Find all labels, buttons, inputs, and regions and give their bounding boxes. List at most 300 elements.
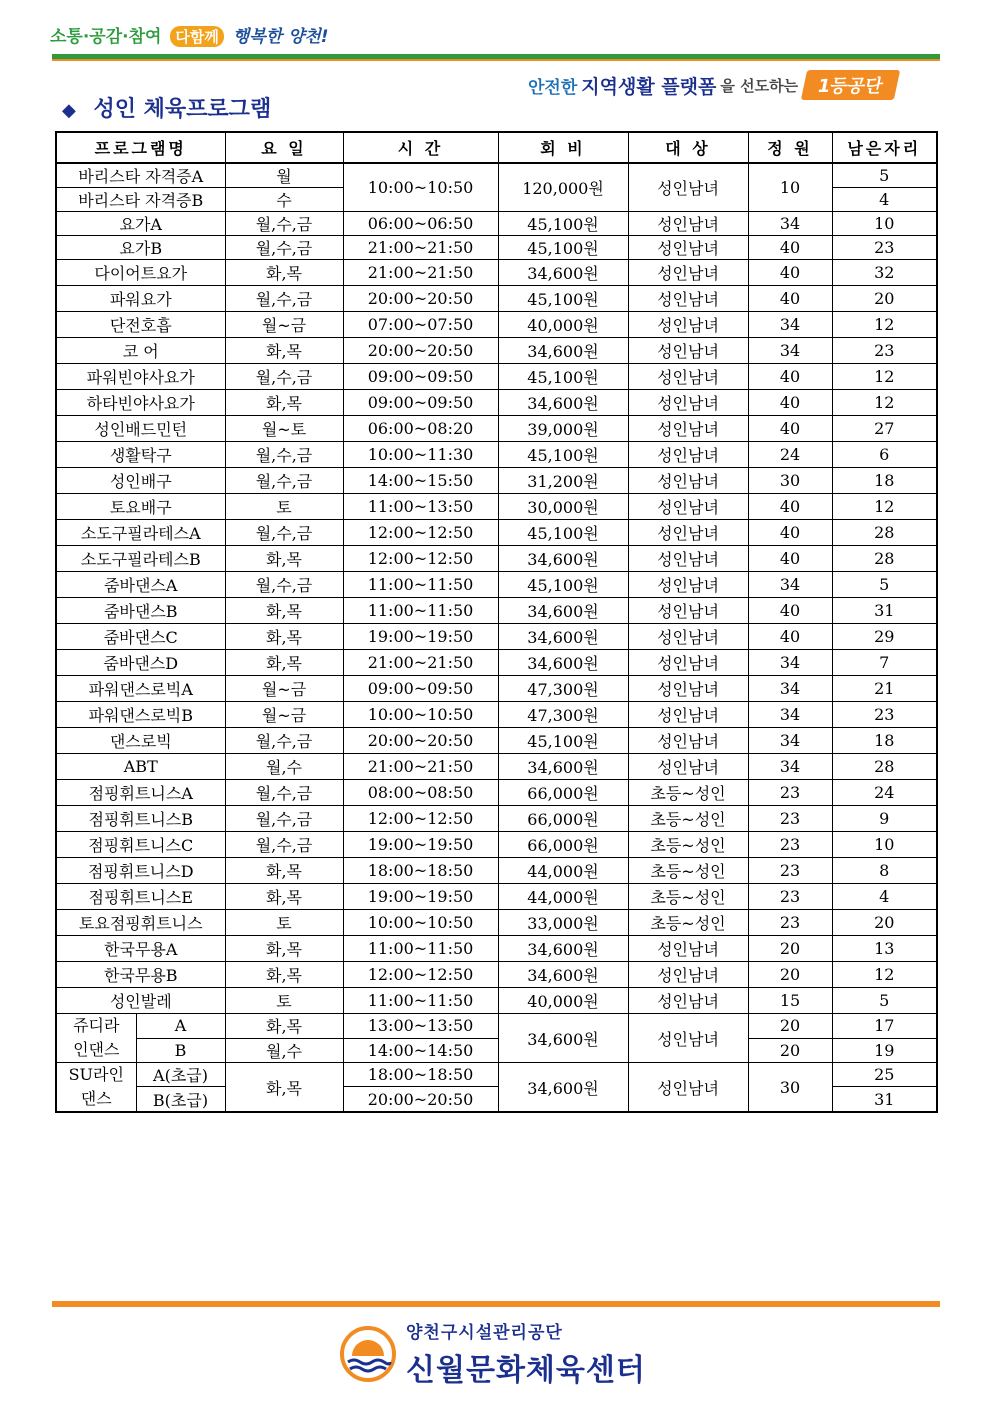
program-remaining: 23 [832, 338, 937, 364]
program-capacity: 34 [748, 572, 832, 598]
program-fee: 45,100원 [498, 236, 628, 260]
top-divider-accent [52, 59, 940, 61]
program-capacity: 20 [748, 1014, 832, 1039]
program-name-line1: 쥬디라 [73, 1016, 120, 1035]
program-time: 21:00~21:50 [343, 650, 498, 676]
program-capacity: 40 [748, 416, 832, 442]
table-row [56, 1063, 937, 1087]
program-fee: 40,000원 [498, 312, 628, 338]
program-name: 파워댄스로빅A [56, 676, 225, 702]
program-name: 점핑휘트니스A [56, 780, 225, 806]
program-fee: 45,100원 [498, 364, 628, 390]
program-remaining: 23 [832, 236, 937, 260]
tagline-part1: 안전한 [528, 77, 578, 98]
program-remaining: 5 [832, 988, 937, 1014]
table-row [56, 936, 937, 962]
program-name: 성인배드민턴 [56, 416, 225, 442]
program-remaining: 28 [832, 520, 937, 546]
program-name: 토요배구 [56, 494, 225, 520]
program-time: 12:00~12:50 [343, 806, 498, 832]
program-fee: 66,000원 [498, 832, 628, 858]
program-remaining: 20 [832, 286, 937, 312]
program-name: 하타빈야사요가 [56, 390, 225, 416]
program-day: 토 [225, 494, 343, 520]
program-fee: 33,000원 [498, 910, 628, 936]
program-fee: 34,600원 [498, 962, 628, 988]
program-day: 월,수,금 [225, 520, 343, 546]
program-day: 화,목 [225, 624, 343, 650]
program-fee: 66,000원 [498, 806, 628, 832]
program-time: 12:00~12:50 [343, 520, 498, 546]
program-target: 초등~성인 [628, 832, 748, 858]
header-time: 시 간 [343, 132, 498, 163]
program-day: 월,수,금 [225, 236, 343, 260]
program-capacity: 40 [748, 260, 832, 286]
program-capacity: 40 [748, 236, 832, 260]
program-target: 성인남녀 [628, 546, 748, 572]
program-time: 11:00~11:50 [343, 598, 498, 624]
program-day: 화,목 [225, 936, 343, 962]
table-row [56, 416, 937, 442]
program-remaining: 12 [832, 312, 937, 338]
program-subclass: A [136, 1014, 225, 1039]
program-fee: 47,300원 [498, 702, 628, 728]
program-capacity: 30 [748, 1063, 832, 1113]
program-remaining: 4 [832, 188, 937, 212]
program-day: 화,목 [225, 260, 343, 286]
table-row [56, 312, 937, 338]
header-capacity: 정 원 [748, 132, 832, 163]
program-remaining: 12 [832, 364, 937, 390]
program-time: 06:00~06:50 [343, 212, 498, 236]
program-remaining: 8 [832, 858, 937, 884]
program-time: 20:00~20:50 [343, 728, 498, 754]
program-target: 초등~성인 [628, 884, 748, 910]
program-target: 성인남녀 [628, 312, 748, 338]
table-row [56, 338, 937, 364]
program-capacity: 40 [748, 624, 832, 650]
program-time: 09:00~09:50 [343, 390, 498, 416]
program-capacity: 23 [748, 780, 832, 806]
program-capacity: 34 [748, 338, 832, 364]
program-name: 점핑휘트니스D [56, 858, 225, 884]
program-time: 10:00~11:30 [343, 442, 498, 468]
program-capacity: 34 [748, 212, 832, 236]
program-target: 성인남녀 [628, 572, 748, 598]
program-name: 점핑휘트니스C [56, 832, 225, 858]
program-fee: 34,600원 [498, 936, 628, 962]
program-name: 토요점핑휘트니스 [56, 910, 225, 936]
program-subclass: A(초급) [136, 1063, 225, 1087]
program-target: 성인남녀 [628, 338, 748, 364]
program-name: 한국무용B [56, 962, 225, 988]
program-day: 월,수,금 [225, 286, 343, 312]
program-name-line1: SU라인 [68, 1065, 124, 1084]
table-row [56, 236, 937, 260]
program-fee: 39,000원 [498, 416, 628, 442]
program-target: 성인남녀 [628, 442, 748, 468]
program-target: 성인남녀 [628, 650, 748, 676]
program-remaining: 12 [832, 962, 937, 988]
bottom-divider [52, 1301, 940, 1307]
program-fee: 34,600원 [498, 1014, 628, 1063]
table-row [56, 650, 937, 676]
program-time: 21:00~21:50 [343, 754, 498, 780]
program-day: 월,수,금 [225, 572, 343, 598]
table-row [56, 754, 937, 780]
program-fee: 45,100원 [498, 520, 628, 546]
program-target: 성인남녀 [628, 598, 748, 624]
table-row [56, 858, 937, 884]
table-row [56, 910, 937, 936]
program-name: 줌바댄스C [56, 624, 225, 650]
program-target: 초등~성인 [628, 858, 748, 884]
table-row [56, 390, 937, 416]
program-remaining: 29 [832, 624, 937, 650]
program-time: 11:00~11:50 [343, 988, 498, 1014]
program-time: 21:00~21:50 [343, 236, 498, 260]
program-target: 성인남녀 [628, 624, 748, 650]
program-name: 요가B [56, 236, 225, 260]
program-time: 19:00~19:50 [343, 832, 498, 858]
program-day: 화,목 [225, 858, 343, 884]
program-day: 화,목 [225, 390, 343, 416]
program-day: 화,목 [225, 962, 343, 988]
footer-org-name: 양천구시설관리공단 [406, 1323, 563, 1343]
program-name: 파워댄스로빅B [56, 702, 225, 728]
program-capacity: 15 [748, 988, 832, 1014]
program-remaining: 7 [832, 650, 937, 676]
program-time: 14:00~14:50 [343, 1038, 498, 1063]
program-target: 성인남녀 [628, 1063, 748, 1113]
table-row [56, 676, 937, 702]
program-target: 성인남녀 [628, 416, 748, 442]
program-day: 월~토 [225, 416, 343, 442]
program-remaining: 10 [832, 212, 937, 236]
section-title-text: 성인 체육프로그램 [93, 97, 272, 122]
program-capacity: 40 [748, 546, 832, 572]
program-fee: 120,000원 [498, 163, 628, 212]
program-target: 성인남녀 [628, 286, 748, 312]
program-name: 파워빈야사요가 [56, 364, 225, 390]
program-fee: 34,600원 [498, 260, 628, 286]
program-subclass: B(초급) [136, 1087, 225, 1112]
program-target: 성인남녀 [628, 754, 748, 780]
table-row [56, 598, 937, 624]
program-fee: 47,300원 [498, 676, 628, 702]
program-remaining: 5 [832, 163, 937, 188]
diamond-bullet-icon: ◆ [62, 100, 76, 121]
program-name: 점핑휘트니스E [56, 884, 225, 910]
program-fee: 45,100원 [498, 212, 628, 236]
program-target: 성인남녀 [628, 936, 748, 962]
program-day: 월~금 [225, 676, 343, 702]
program-day: 월,수 [225, 754, 343, 780]
program-table [55, 131, 938, 1113]
program-target: 성인남녀 [628, 364, 748, 390]
program-day: 토 [225, 988, 343, 1014]
table-row [56, 728, 937, 754]
program-time: 20:00~20:50 [343, 286, 498, 312]
program-time: 14:00~15:50 [343, 468, 498, 494]
table-row [56, 884, 937, 910]
program-time: 09:00~09:50 [343, 676, 498, 702]
program-day: 화,목 [225, 884, 343, 910]
program-capacity: 34 [748, 754, 832, 780]
program-name: 요가A [56, 212, 225, 236]
program-remaining: 32 [832, 260, 937, 286]
header-target: 대 상 [628, 132, 748, 163]
program-capacity: 20 [748, 962, 832, 988]
program-day: 화,목 [225, 546, 343, 572]
program-time: 10:00~10:50 [343, 702, 498, 728]
program-remaining: 31 [832, 1087, 937, 1112]
program-day: 월,수,금 [225, 468, 343, 494]
program-target: 성인남녀 [628, 702, 748, 728]
program-target: 성인남녀 [628, 728, 748, 754]
program-day: 월,수,금 [225, 728, 343, 754]
program-day: 수 [225, 188, 343, 212]
program-name-judi [56, 1014, 136, 1063]
program-fee: 34,600원 [498, 338, 628, 364]
table-row [56, 468, 937, 494]
header-day: 요 일 [225, 132, 343, 163]
program-target: 성인남녀 [628, 962, 748, 988]
program-time: 09:00~09:50 [343, 364, 498, 390]
program-day: 월,수,금 [225, 780, 343, 806]
program-name: 코 어 [56, 338, 225, 364]
program-day: 화,목 [225, 598, 343, 624]
program-target: 성인남녀 [628, 988, 748, 1014]
footer-center-name: 신월문화체육센터 [406, 1353, 646, 1388]
program-target: 성인남녀 [628, 494, 748, 520]
program-target: 성인남녀 [628, 520, 748, 546]
program-fee: 66,000원 [498, 780, 628, 806]
program-time: 20:00~20:50 [343, 1087, 498, 1112]
program-capacity: 40 [748, 286, 832, 312]
program-remaining: 27 [832, 416, 937, 442]
program-fee: 31,200원 [498, 468, 628, 494]
section-title [62, 92, 271, 123]
program-fee: 45,100원 [498, 286, 628, 312]
program-name: 소도구필라테스B [56, 546, 225, 572]
table-row [56, 832, 937, 858]
program-target: 성인남녀 [628, 390, 748, 416]
program-remaining: 24 [832, 780, 937, 806]
table-row [56, 286, 937, 312]
program-remaining: 12 [832, 390, 937, 416]
program-capacity: 34 [748, 702, 832, 728]
program-remaining: 6 [832, 442, 937, 468]
table-row [56, 260, 937, 286]
table-row [56, 163, 937, 188]
program-capacity: 23 [748, 832, 832, 858]
program-capacity: 23 [748, 806, 832, 832]
program-target: 성인남녀 [628, 260, 748, 286]
program-name: 줌바댄스B [56, 598, 225, 624]
header-remaining: 남은자리 [832, 132, 937, 163]
program-target: 성인남녀 [628, 163, 748, 212]
table-row [56, 572, 937, 598]
program-time: 20:00~20:50 [343, 338, 498, 364]
program-remaining: 4 [832, 884, 937, 910]
program-name: 생활탁구 [56, 442, 225, 468]
program-time: 21:00~21:50 [343, 260, 498, 286]
program-target: 초등~성인 [628, 780, 748, 806]
program-capacity: 23 [748, 910, 832, 936]
program-day: 월~금 [225, 312, 343, 338]
program-remaining: 25 [832, 1063, 937, 1087]
program-fee: 34,600원 [498, 650, 628, 676]
program-capacity: 20 [748, 936, 832, 962]
program-day: 월~금 [225, 702, 343, 728]
program-name: 줌바댄스A [56, 572, 225, 598]
program-remaining: 19 [832, 1038, 937, 1063]
program-remaining: 20 [832, 910, 937, 936]
program-time: 10:00~10:50 [343, 163, 498, 212]
program-capacity: 40 [748, 494, 832, 520]
program-capacity: 20 [748, 1038, 832, 1063]
program-capacity: 23 [748, 858, 832, 884]
program-day: 월,수 [225, 1038, 343, 1063]
program-fee: 45,100원 [498, 728, 628, 754]
program-fee: 30,000원 [498, 494, 628, 520]
program-day: 화,목 [225, 338, 343, 364]
program-name: 댄스로빅 [56, 728, 225, 754]
program-capacity: 40 [748, 598, 832, 624]
program-name: 단전호흡 [56, 312, 225, 338]
program-target: 성인남녀 [628, 236, 748, 260]
program-remaining: 23 [832, 702, 937, 728]
program-time: 12:00~12:50 [343, 962, 498, 988]
program-fee: 34,600원 [498, 1063, 628, 1113]
program-capacity: 23 [748, 884, 832, 910]
program-fee: 34,600원 [498, 390, 628, 416]
program-remaining: 18 [832, 728, 937, 754]
program-day: 화,목 [225, 650, 343, 676]
program-time: 18:00~18:50 [343, 1063, 498, 1087]
table-row [56, 494, 937, 520]
tagline [528, 70, 897, 100]
table-row [56, 624, 937, 650]
program-name: 점핑휘트니스B [56, 806, 225, 832]
program-day: 월,수,금 [225, 832, 343, 858]
program-target: 성인남녀 [628, 212, 748, 236]
program-capacity: 34 [748, 728, 832, 754]
table-row [56, 212, 937, 236]
program-fee: 34,600원 [498, 754, 628, 780]
program-remaining: 28 [832, 754, 937, 780]
program-capacity: 24 [748, 442, 832, 468]
program-subclass: B [136, 1038, 225, 1063]
slogan-part3: 행복한 양천! [232, 27, 329, 47]
table-row [56, 806, 937, 832]
program-name-su [56, 1063, 136, 1113]
program-remaining: 10 [832, 832, 937, 858]
program-name: 줌바댄스D [56, 650, 225, 676]
program-day: 월,수,금 [225, 364, 343, 390]
program-day: 화,목 [225, 1014, 343, 1039]
program-target: 성인남녀 [628, 468, 748, 494]
program-name: 다이어트요가 [56, 260, 225, 286]
program-capacity: 40 [748, 520, 832, 546]
program-name-line2: 댄스 [80, 1089, 112, 1108]
program-name: 바리스타 자격증B [56, 188, 225, 212]
slogan [50, 22, 329, 47]
program-name-line2: 인댄스 [73, 1040, 120, 1059]
program-target: 성인남녀 [628, 676, 748, 702]
tagline-badge: 1등공단 [801, 70, 900, 100]
header-program: 프로그램명 [56, 132, 225, 163]
program-day: 월,수,금 [225, 442, 343, 468]
program-day: 화,목 [225, 1063, 343, 1113]
program-name: 성인배구 [56, 468, 225, 494]
program-time: 06:00~08:20 [343, 416, 498, 442]
program-capacity: 10 [748, 163, 832, 212]
program-target: 초등~성인 [628, 910, 748, 936]
program-time: 08:00~08:50 [343, 780, 498, 806]
program-fee: 34,600원 [498, 598, 628, 624]
program-remaining: 9 [832, 806, 937, 832]
program-name: 바리스타 자격증A [56, 163, 225, 188]
program-capacity: 40 [748, 390, 832, 416]
table-row [56, 546, 937, 572]
program-remaining: 13 [832, 936, 937, 962]
program-fee: 40,000원 [498, 988, 628, 1014]
program-fee: 34,600원 [498, 546, 628, 572]
program-time: 12:00~12:50 [343, 546, 498, 572]
program-capacity: 34 [748, 676, 832, 702]
program-day: 월 [225, 163, 343, 188]
slogan-part1: 소통·공감·참여 [50, 27, 162, 47]
table-row [56, 520, 937, 546]
program-remaining: 31 [832, 598, 937, 624]
program-day: 월,수,금 [225, 212, 343, 236]
program-remaining: 28 [832, 546, 937, 572]
table-row [56, 1014, 937, 1039]
program-time: 07:00~07:50 [343, 312, 498, 338]
program-name: 성인발레 [56, 988, 225, 1014]
program-fee: 45,100원 [498, 442, 628, 468]
table-row [56, 1038, 937, 1063]
program-name: 소도구필라테스A [56, 520, 225, 546]
slogan-part2: 다함께 [170, 26, 223, 47]
table-row [56, 962, 937, 988]
program-remaining: 21 [832, 676, 937, 702]
header-fee: 회 비 [498, 132, 628, 163]
program-day: 월,수,금 [225, 806, 343, 832]
program-day: 토 [225, 910, 343, 936]
program-time: 18:00~18:50 [343, 858, 498, 884]
table-row [56, 442, 937, 468]
table-row [56, 780, 937, 806]
program-capacity: 30 [748, 468, 832, 494]
tagline-part2: 지역생활 플랫폼 [581, 75, 717, 98]
program-time: 19:00~19:50 [343, 624, 498, 650]
program-capacity: 34 [748, 650, 832, 676]
table-row [56, 988, 937, 1014]
program-time: 11:00~13:50 [343, 494, 498, 520]
table-row [56, 702, 937, 728]
program-fee: 34,600원 [498, 624, 628, 650]
program-target: 초등~성인 [628, 806, 748, 832]
sunrise-logo-icon [340, 1326, 396, 1382]
table-header-row [56, 132, 937, 163]
tagline-part3: 을 선도하는 [720, 76, 799, 95]
program-target: 성인남녀 [628, 1014, 748, 1063]
program-capacity: 40 [748, 364, 832, 390]
program-name: 파워요가 [56, 286, 225, 312]
